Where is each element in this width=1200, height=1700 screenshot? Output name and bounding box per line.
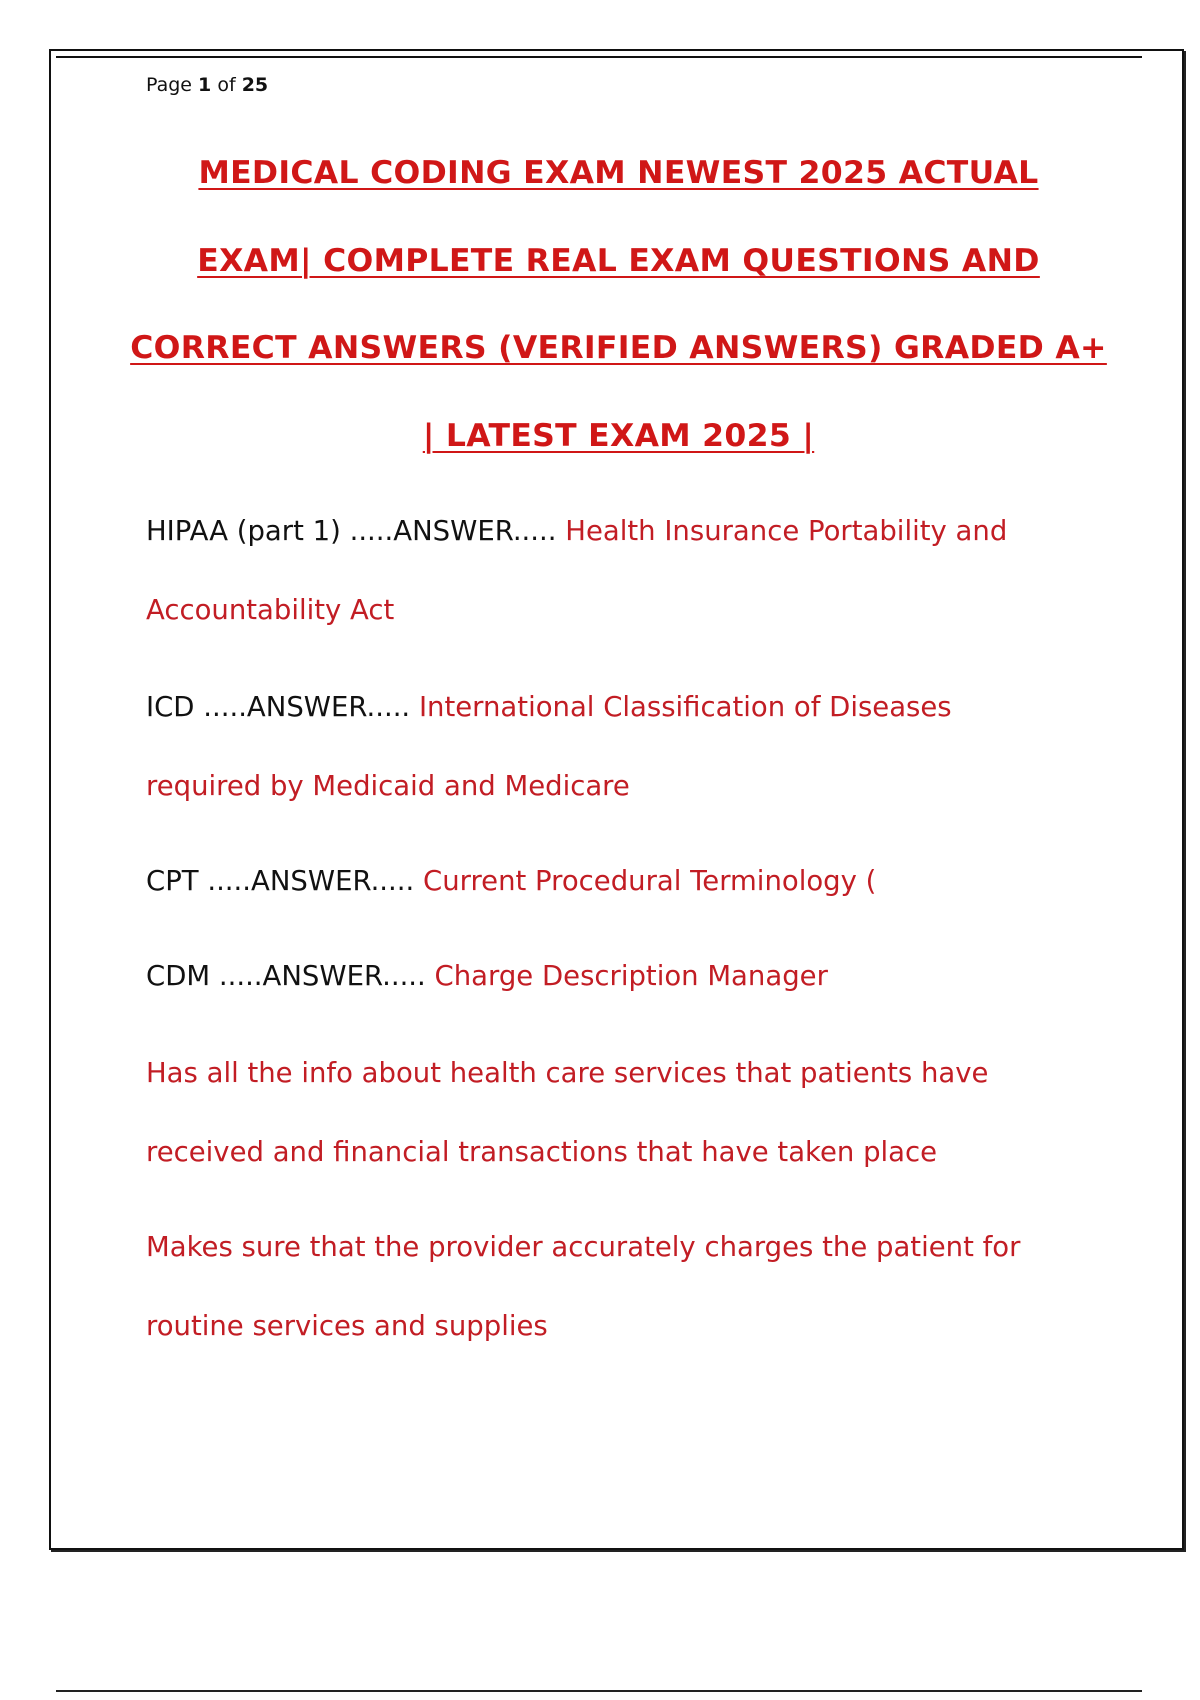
page-current: 1	[198, 74, 212, 96]
entry-answer: Current Procedural Terminology (	[423, 865, 877, 897]
title-line-3: CORRECT ANSWERS (VERIFIED ANSWERS) GRADED A+	[130, 330, 1107, 366]
title-line-1: MEDICAL CODING EXAM NEWEST 2025 ACTUAL	[198, 155, 1039, 191]
entry-answer-continued: Accountability Act	[146, 594, 395, 626]
page-counter	[146, 74, 268, 96]
note-line: received and financial transactions that have taken place	[146, 1136, 938, 1168]
top-rule	[56, 56, 1142, 58]
qa-entry-cdm	[146, 937, 1106, 1016]
entry-term: HIPAA (part 1) .....ANSWER.....	[146, 515, 557, 547]
note-line: routine services and supplies	[146, 1310, 548, 1342]
note-cdm-info	[146, 1034, 1106, 1192]
entry-answer-continued: required by Medicaid and Medicare	[146, 770, 630, 802]
note-line: Makes sure that the provider accurately charges the patient for	[146, 1231, 1021, 1263]
entry-answer: Health Insurance Portability and	[565, 515, 1008, 547]
bottom-rule	[56, 1690, 1142, 1692]
entry-answer: Charge Description Manager	[434, 960, 828, 992]
note-cdm-charges	[146, 1208, 1106, 1366]
qa-entry-icd	[146, 668, 1106, 826]
qa-entry-hipaa	[146, 492, 1106, 650]
entry-term: CPT .....ANSWER.....	[146, 865, 415, 897]
qa-entry-cpt	[146, 842, 1106, 921]
title-line-2: EXAM| COMPLETE REAL EXAM QUESTIONS AND	[197, 242, 1040, 279]
title-line-4: | LATEST EXAM 2025 |	[422, 417, 815, 454]
entry-term: ICD .....ANSWER.....	[146, 691, 411, 723]
entry-term: CDM .....ANSWER.....	[146, 960, 426, 992]
page-total: 25	[241, 74, 269, 96]
entry-answer: International Classification of Diseases	[418, 691, 952, 723]
page-of: of	[217, 74, 236, 96]
document-title	[130, 130, 1107, 480]
note-line: Has all the info about health care services that patients have	[146, 1057, 989, 1089]
page-label: Page	[146, 74, 192, 96]
